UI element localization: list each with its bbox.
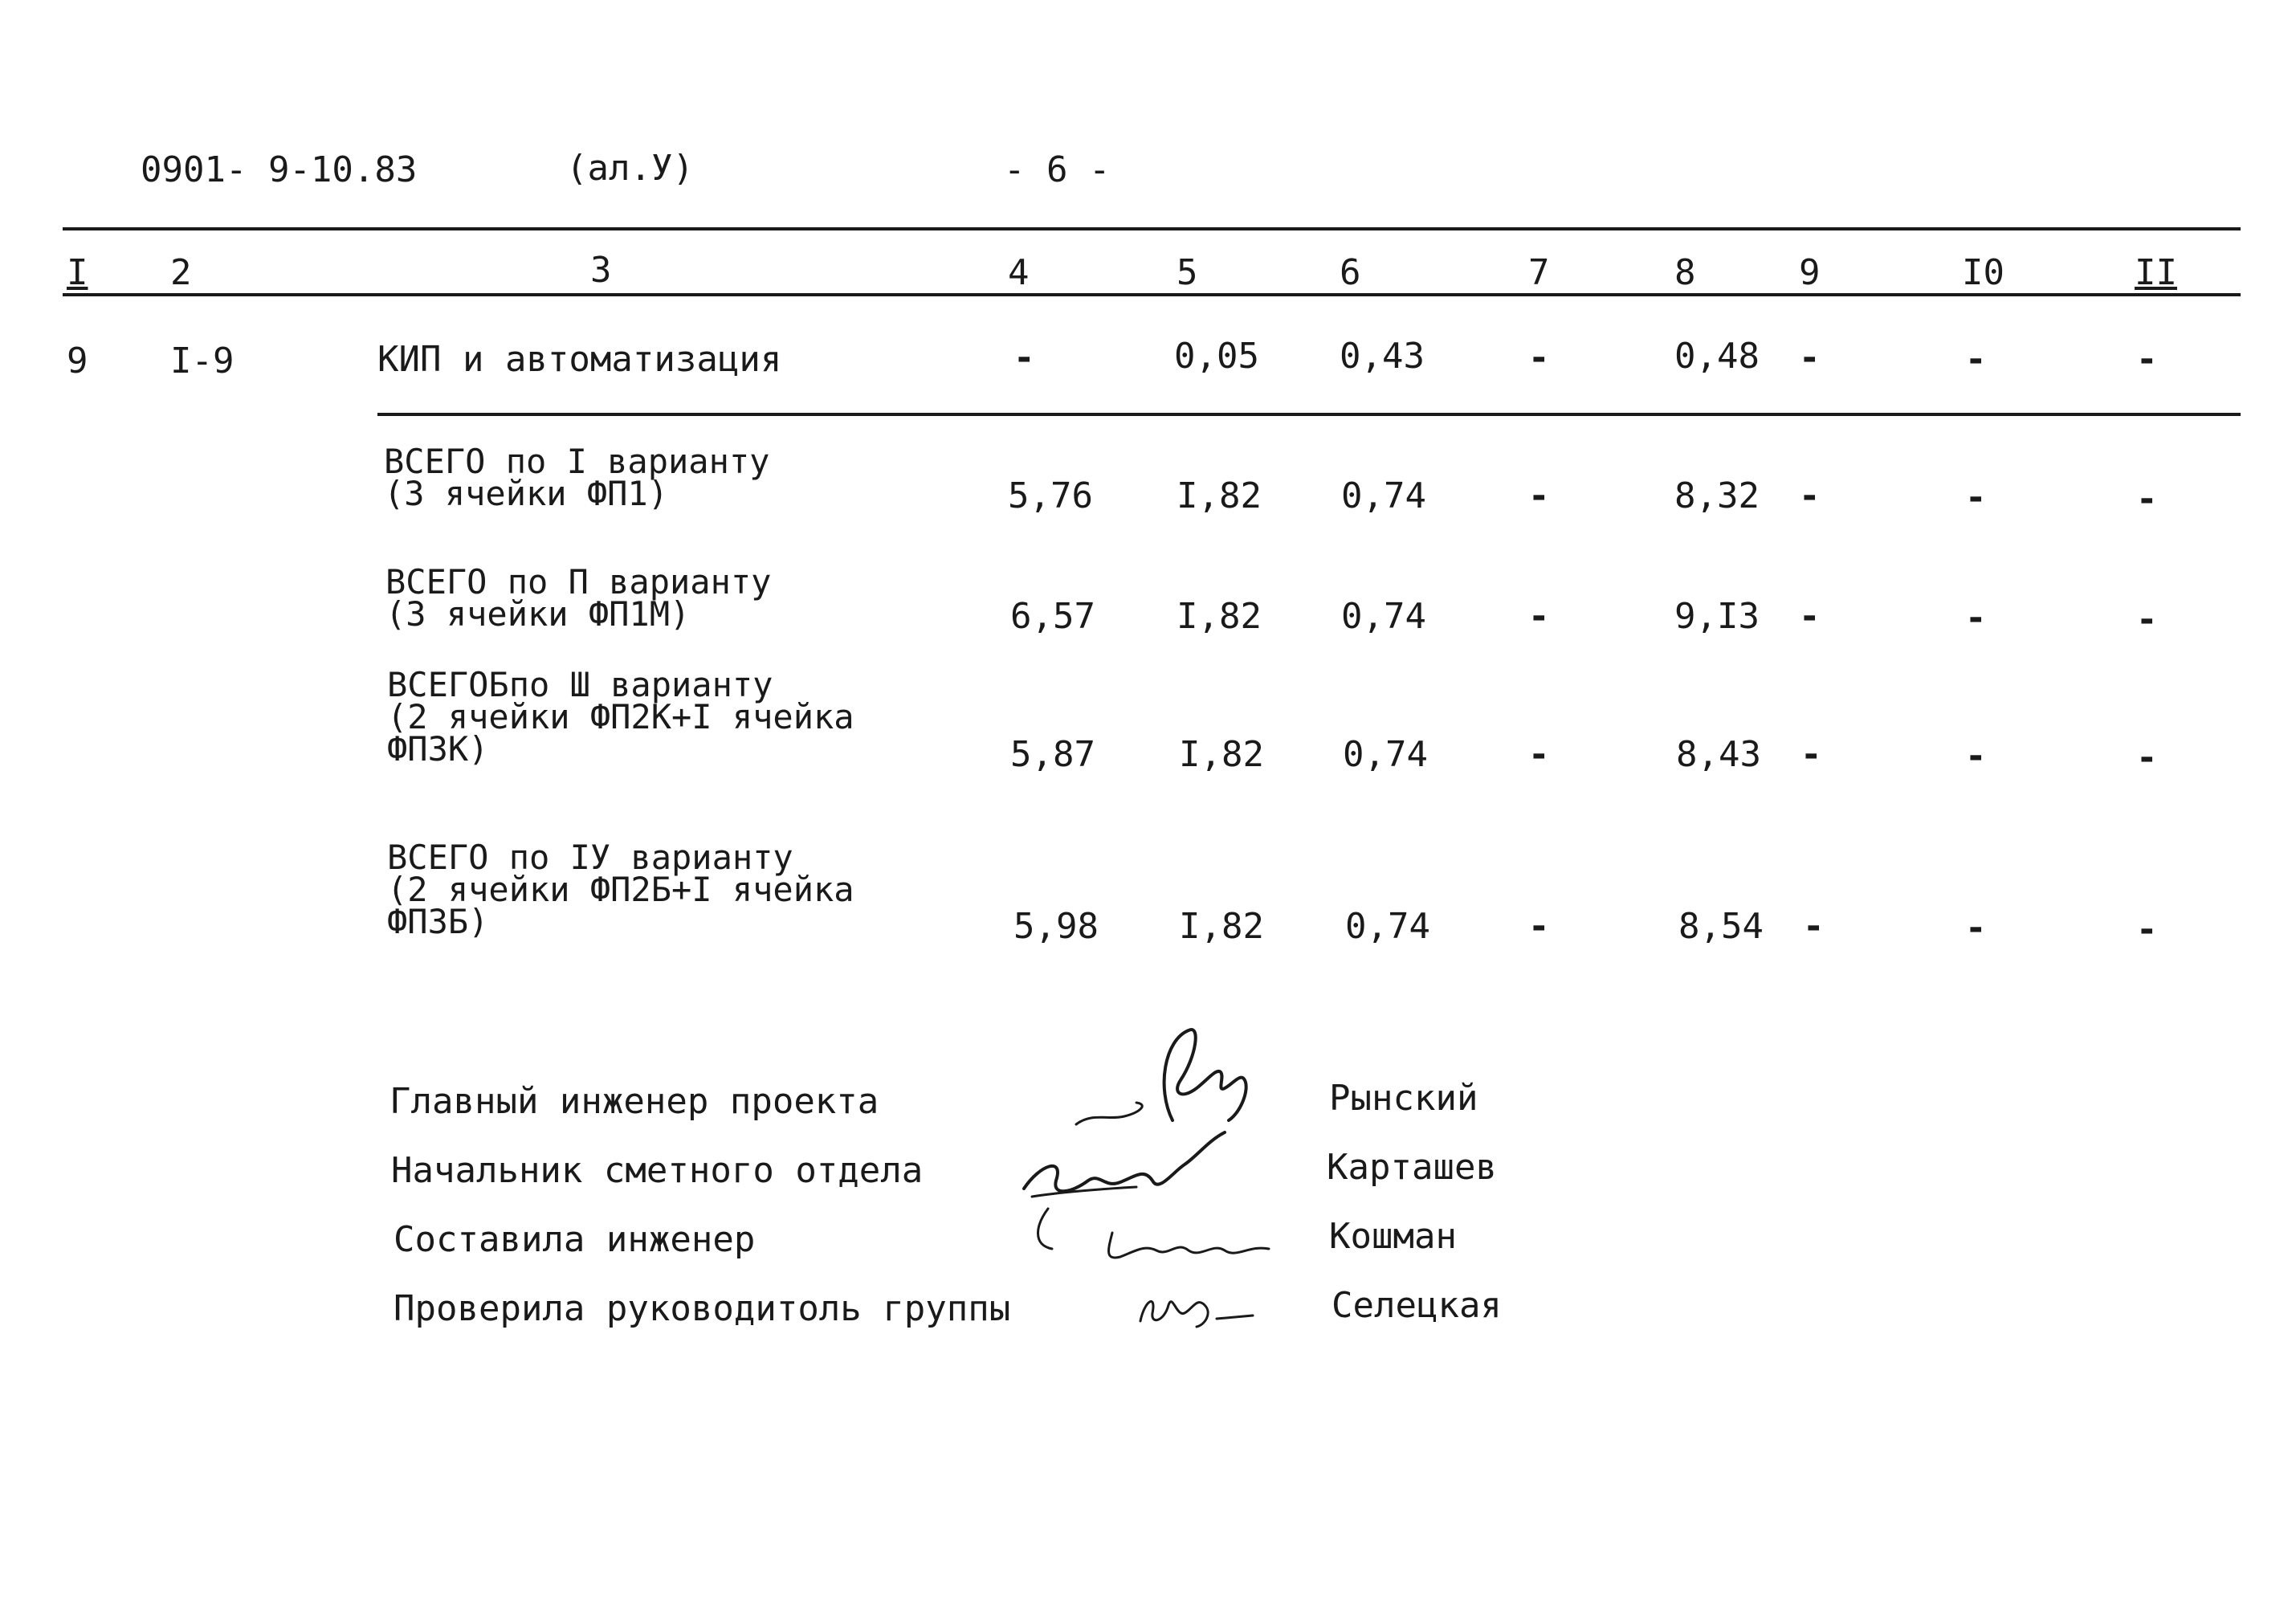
- column-header: 6: [1340, 252, 1361, 293]
- signature-role: Начальник сметного отдела: [391, 1150, 924, 1191]
- column-header: 2: [170, 252, 192, 293]
- signature-name: Рынский: [1329, 1078, 1478, 1119]
- column-header: 9: [1799, 252, 1821, 293]
- cell-col6: 0,74: [1343, 734, 1428, 775]
- column-header: 7: [1528, 252, 1550, 293]
- total-label: ВСЕГОБпо Ш варианту (2 ячейки ФП2К+I ячейка ФП3К): [387, 665, 854, 769]
- cell-col7: -: [1528, 475, 1550, 516]
- handwritten-signature-4: [1128, 1277, 1265, 1341]
- total-label: ВСЕГО по I варианту (3 ячейки ФП1): [384, 442, 770, 513]
- cell-col10: -: [1965, 477, 1987, 518]
- cell-col5: I,82: [1179, 906, 1264, 947]
- cell-col4: 5,76: [1008, 475, 1093, 516]
- page-number: - 6 -: [1004, 149, 1111, 190]
- cell-col9: -: [1803, 906, 1825, 947]
- cell-col9: -: [1801, 734, 1822, 775]
- cell-col11: -: [2136, 599, 2158, 640]
- column-header: 4: [1008, 252, 1030, 293]
- signature-name: Карташев: [1327, 1147, 1497, 1188]
- column-header: I0: [1962, 252, 2004, 293]
- cell-col7: -: [1528, 734, 1550, 775]
- cell-col6: 0,43: [1340, 336, 1425, 377]
- signature-role: Проверила руководитоль группы: [394, 1288, 1011, 1329]
- totals-rule: [377, 413, 2241, 416]
- signature-role: Главный инженер проекта: [389, 1081, 879, 1122]
- handwritten-signature-3: [1016, 1201, 1281, 1273]
- row-name: КИП и автоматизация: [377, 339, 782, 380]
- column-header: 8: [1674, 252, 1696, 293]
- cell-col10: -: [1965, 598, 1987, 638]
- cell-col5: I,82: [1179, 734, 1264, 775]
- cell-col6: 0,74: [1341, 475, 1426, 516]
- column-header: I: [67, 252, 88, 293]
- cell-col8: 8,54: [1678, 906, 1764, 947]
- total-label: ВСЕГО по П варианту (3 ячейки ФП1М): [385, 562, 772, 634]
- cell-col8: 0,48: [1674, 336, 1760, 377]
- cell-col10: -: [1965, 339, 1987, 380]
- signature-name: Селецкая: [1332, 1285, 1502, 1326]
- cell-col5: 0,05: [1174, 336, 1259, 377]
- album-reference: (ал.У): [566, 148, 694, 189]
- cell-col8: 8,43: [1676, 734, 1761, 775]
- cell-col4: 6,57: [1010, 596, 1095, 637]
- cell-col5: I,82: [1177, 475, 1262, 516]
- cell-col6: 0,74: [1341, 596, 1426, 637]
- cell-col8: 8,32: [1674, 475, 1760, 516]
- cell-col5: I,82: [1177, 596, 1262, 637]
- column-header: II: [2135, 252, 2177, 293]
- signature-name: Кошман: [1329, 1216, 1457, 1257]
- header-rule: [63, 227, 2241, 230]
- cell-col10: -: [1965, 908, 1987, 948]
- column-header: 3: [590, 250, 612, 291]
- cell-col9: -: [1799, 475, 1821, 516]
- signature-role: Составила инженер: [394, 1219, 756, 1260]
- cell-col9: -: [1799, 337, 1821, 378]
- cell-col7: -: [1528, 337, 1550, 378]
- cell-col8: 9,I3: [1674, 596, 1760, 637]
- handwritten-signature-2: [1008, 1124, 1249, 1213]
- cell-col9: -: [1799, 596, 1821, 637]
- cell-col4: -: [1013, 337, 1035, 378]
- row-code: I-9: [170, 341, 234, 381]
- cell-col10: -: [1965, 736, 1987, 777]
- cell-col11: -: [2136, 909, 2158, 950]
- total-label: ВСЕГО по IУ варианту (2 ячейки ФП2Б+I ячейка ФП3Б): [387, 838, 854, 941]
- cell-col11: -: [2136, 479, 2158, 520]
- cell-col4: 5,98: [1013, 906, 1099, 947]
- row-number: 9: [67, 341, 88, 381]
- cell-col6: 0,74: [1345, 906, 1430, 947]
- cell-col11: -: [2136, 339, 2158, 380]
- cell-col7: -: [1528, 596, 1550, 637]
- cell-col4: 5,87: [1010, 734, 1095, 775]
- cell-col7: -: [1528, 906, 1550, 947]
- column-header-rule: [63, 293, 2241, 296]
- document-code: 0901- 9-10.83: [141, 149, 418, 190]
- cell-col11: -: [2136, 737, 2158, 778]
- column-header: 5: [1177, 252, 1198, 293]
